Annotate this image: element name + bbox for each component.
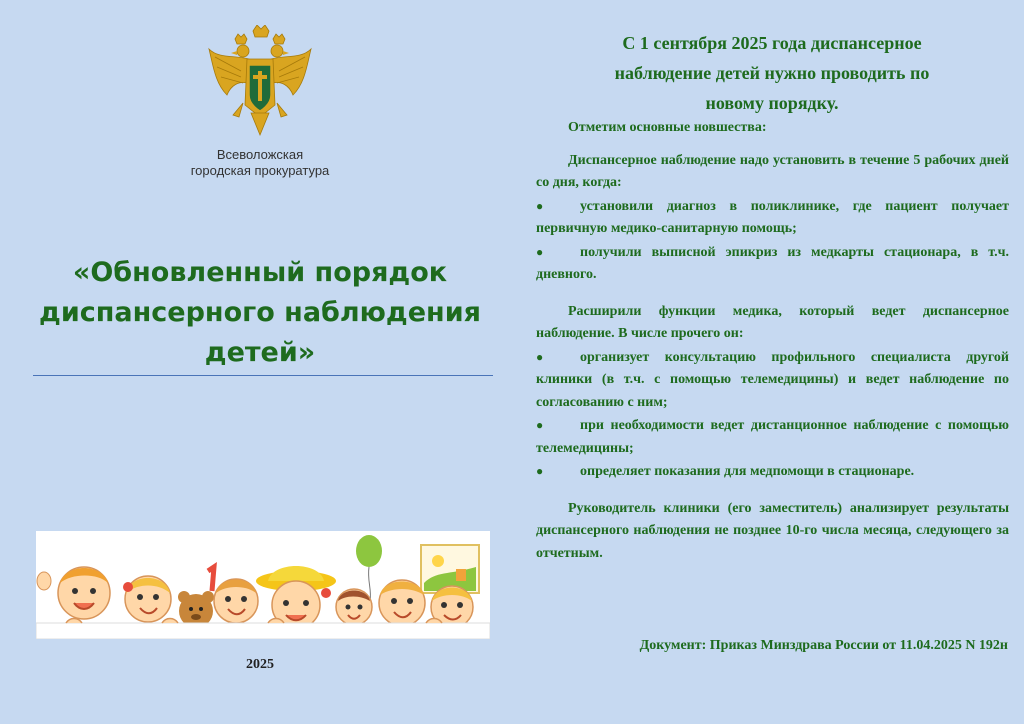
- bullet-text: установили диагноз в поликлинике, где пациент получает первичную медико-санитарную помощь;: [536, 198, 1009, 236]
- paragraph-deadline: Диспансерное наблюдение надо установить в течение 5 рабочих дней со дня, когда:: [536, 152, 1009, 190]
- document-reference: Документ: Приказ Минздрава России от 11.04.2025 N 192н: [639, 638, 1008, 653]
- main-title-line3: детей»: [204, 337, 316, 368]
- paragraph-analysis: Руководитель клиники (его заместитель) анализирует результаты диспансерного наблюдения не позднее 10-го числа месяца, следующего за отчетным.: [536, 500, 1009, 561]
- bullet-item: [536, 195, 1009, 241]
- bullet-text: при необходимости ведет дистанционное наблюдение с помощью телемедицины;: [536, 418, 1009, 456]
- right-panel: [520, 0, 1024, 724]
- bullet-item: [536, 241, 1009, 287]
- bullet-item: [536, 460, 1009, 484]
- title-divider: [33, 375, 493, 376]
- org-name-line2: городская прокуратура: [190, 163, 330, 178]
- bullet-text: организует консультацию профильного специалиста другой клиники (в т.ч. с помощью телемедицины) и ведет наблюдение по согласованию с ним;: [536, 349, 1009, 410]
- bullet-icon: ●: [536, 244, 544, 259]
- headline-line1: С 1 сентября 2025 года диспансерное: [622, 33, 922, 53]
- paragraph-intro: Отметим основные новшества:: [568, 120, 767, 135]
- bullet-item: [536, 346, 1009, 415]
- year: 2025: [246, 657, 274, 672]
- paragraph-functions: Расширили функции медика, который ведет диспансерное наблюдение. В числе прочего он:: [536, 303, 1009, 341]
- bullet-text: получили выписной эпикриз из медкарты стационара, в т.ч. дневного.: [536, 244, 1009, 282]
- bullet-icon: ●: [536, 198, 544, 213]
- headline-line3: новому порядку.: [705, 93, 839, 113]
- main-title: [20, 253, 500, 373]
- org-name: [160, 147, 360, 179]
- headline-line2: наблюдение детей нужно проводить по: [614, 63, 930, 83]
- bullet-icon: ●: [536, 464, 544, 478]
- org-name-line1: Всеволожская: [216, 147, 304, 162]
- article-body: [536, 117, 1009, 565]
- bullet-item: [536, 414, 1009, 460]
- prosecutor-emblem-icon: [205, 25, 315, 140]
- bullet-icon: ●: [536, 418, 544, 432]
- headline: [532, 28, 1012, 118]
- main-title-line1: «Обновленный порядок: [72, 257, 448, 288]
- main-title-line2: диспансерного наблюдения: [39, 297, 481, 328]
- children-illustration: [36, 531, 490, 639]
- bullet-icon: ●: [536, 349, 544, 364]
- bullet-text: определяет показания для медпомощи в стационаре.: [580, 464, 915, 479]
